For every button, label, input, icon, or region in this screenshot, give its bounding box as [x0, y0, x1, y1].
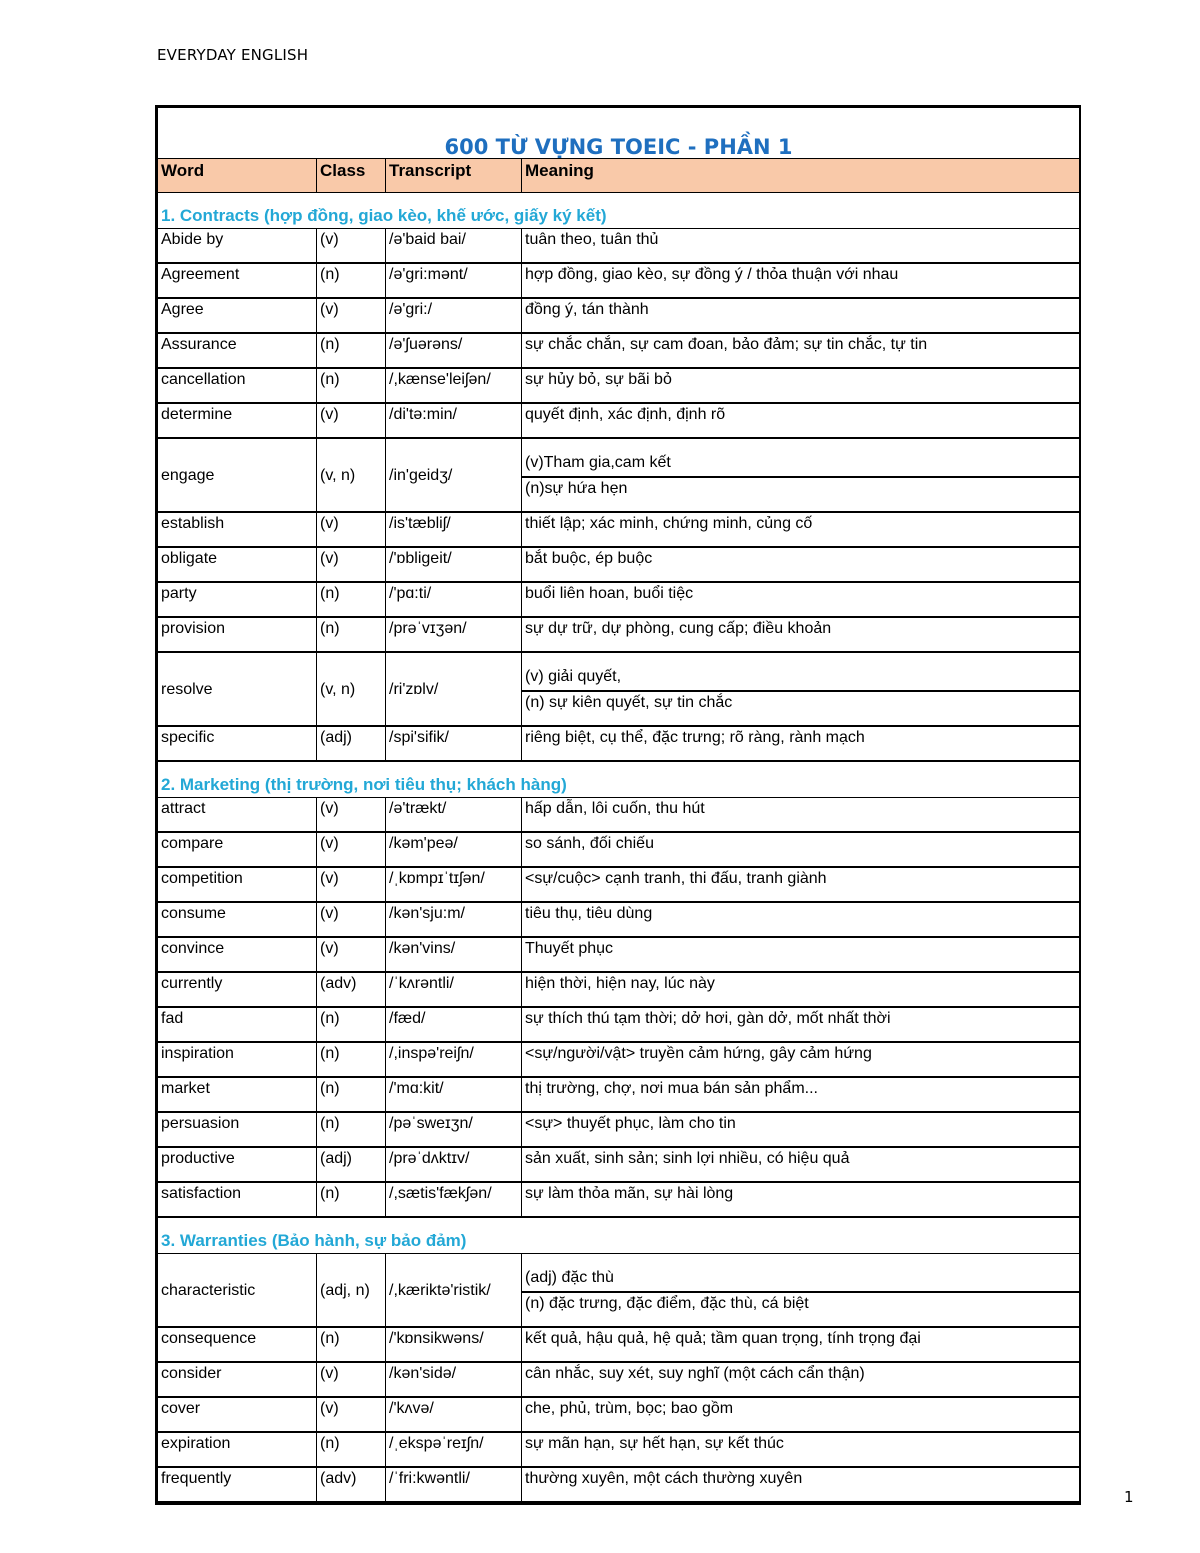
word-cell: party	[158, 582, 317, 617]
class-cell: (n)	[317, 1042, 386, 1077]
transcript-cell: /kən'vins/	[386, 937, 522, 972]
meaning-cell: sự hủy bỏ, sự bãi bỏ	[522, 368, 1080, 403]
table-row	[158, 547, 1080, 582]
table-row	[158, 617, 1080, 652]
table-row	[158, 832, 1080, 867]
word-cell: obligate	[158, 547, 317, 582]
word-cell: competition	[158, 867, 317, 902]
table-row	[158, 937, 1080, 972]
meaning-cell: (v) giải quyết,	[522, 652, 1080, 691]
table-row	[158, 298, 1080, 333]
transcript-cell: /'mɑ:kit/	[386, 1077, 522, 1112]
table-row	[158, 582, 1080, 617]
transcript-cell: /fæd/	[386, 1007, 522, 1042]
table-row	[158, 333, 1080, 368]
meaning-cell: (adj) đặc thù	[522, 1254, 1080, 1293]
word-cell: consume	[158, 902, 317, 937]
meaning-cell: <sự/người/vật> truyền cảm hứng, gây cảm hứng	[522, 1042, 1080, 1077]
word-cell: provision	[158, 617, 317, 652]
table-row	[158, 652, 1080, 691]
word-cell: satisfaction	[158, 1182, 317, 1217]
class-cell: (n)	[317, 617, 386, 652]
transcript-cell: /kəm'peə/	[386, 832, 522, 867]
meaning-cell: so sánh, đối chiếu	[522, 832, 1080, 867]
class-cell: (v, n)	[317, 438, 386, 512]
meaning-cell: (n)sự hứa hẹn	[522, 477, 1080, 512]
class-cell: (v)	[317, 937, 386, 972]
table-row	[158, 368, 1080, 403]
class-cell: (v)	[317, 403, 386, 438]
class-cell: (v)	[317, 902, 386, 937]
word-cell: inspiration	[158, 1042, 317, 1077]
meaning-cell: Thuyết phục	[522, 937, 1080, 972]
word-cell: cancellation	[158, 368, 317, 403]
word-cell: establish	[158, 512, 317, 547]
class-cell: (n)	[317, 1112, 386, 1147]
class-cell: (n)	[317, 368, 386, 403]
word-cell: Abide by	[158, 229, 317, 264]
transcript-cell: /,kæriktə'ristik/	[386, 1254, 522, 1328]
class-cell: (v)	[317, 867, 386, 902]
title-row	[158, 108, 1080, 159]
meaning-cell: sự thích thú tạm thời; dở hơi, gàn dở, mốt nhất thời	[522, 1007, 1080, 1042]
transcript-cell: /ˈkʌrəntli/	[386, 972, 522, 1007]
table-row	[158, 972, 1080, 1007]
page-number: 1	[1124, 1488, 1134, 1506]
meaning-cell: thị trường, chợ, nơi mua bán sản phẩm...	[522, 1077, 1080, 1112]
meaning-cell: (n) đặc trưng, đặc điểm, đặc thù, cá biệt	[522, 1292, 1080, 1327]
table-row	[158, 1112, 1080, 1147]
transcript-cell: /di'tə:min/	[386, 403, 522, 438]
transcript-cell: /'kɒnsikwəns/	[386, 1327, 522, 1362]
meaning-cell: bắt buộc, ép buộc	[522, 547, 1080, 582]
word-cell: convince	[158, 937, 317, 972]
table-row	[158, 438, 1080, 477]
meaning-cell: <sự/cuộc> cạnh tranh, thi đấu, tranh giành	[522, 867, 1080, 902]
table-row	[158, 403, 1080, 438]
transcript-cell: /kən'sju:m/	[386, 902, 522, 937]
meaning-cell: kết quả, hậu quả, hệ quả; tầm quan trọng, tính trọng đại	[522, 1327, 1080, 1362]
meaning-cell: tuân theo, tuân thủ	[522, 229, 1080, 264]
class-cell: (n)	[317, 1182, 386, 1217]
vocabulary-sheet	[155, 105, 1081, 1505]
word-cell: attract	[158, 798, 317, 833]
word-cell: market	[158, 1077, 317, 1112]
word-cell: fad	[158, 1007, 317, 1042]
word-cell: consequence	[158, 1327, 317, 1362]
column-header-word: Word	[158, 159, 317, 193]
header-row	[158, 159, 1080, 193]
column-header-meaning: Meaning	[522, 159, 1080, 193]
section-heading: 2. Marketing (thị trường, nơi tiêu thụ; khách hàng)	[158, 761, 1080, 798]
meaning-cell: tiêu thụ, tiêu dùng	[522, 902, 1080, 937]
transcript-cell: /prəˈdʌktɪv/	[386, 1147, 522, 1182]
transcript-cell: /ˌekspəˈreɪʃn/	[386, 1432, 522, 1467]
transcript-cell: /ə'ʃuərəns/	[386, 333, 522, 368]
table-row	[158, 1007, 1080, 1042]
class-cell: (adv)	[317, 972, 386, 1007]
transcript-cell: /ə'baid bai/	[386, 229, 522, 264]
class-cell: (n)	[317, 1432, 386, 1467]
table-row	[158, 726, 1080, 761]
transcript-cell: /ə'gri:mənt/	[386, 263, 522, 298]
meaning-cell: hấp dẫn, lôi cuốn, thu hút	[522, 798, 1080, 833]
transcript-cell: /ˌkɒmpɪˈtɪʃən/	[386, 867, 522, 902]
table-row	[158, 229, 1080, 264]
word-cell: consider	[158, 1362, 317, 1397]
class-cell: (adj, n)	[317, 1254, 386, 1328]
table-row	[158, 1432, 1080, 1467]
word-cell: cover	[158, 1397, 317, 1432]
class-cell: (n)	[317, 1327, 386, 1362]
meaning-cell: hiện thời, hiện nay, lúc này	[522, 972, 1080, 1007]
word-cell: characteristic	[158, 1254, 317, 1328]
table-row	[158, 1182, 1080, 1217]
class-cell: (adv)	[317, 1467, 386, 1502]
column-header-transcript: Transcript	[386, 159, 522, 193]
transcript-cell: /spi'sifik/	[386, 726, 522, 761]
class-cell: (v, n)	[317, 652, 386, 726]
table-row	[158, 867, 1080, 902]
meaning-cell: đồng ý, tán thành	[522, 298, 1080, 333]
meaning-cell: buổi liên hoan, buổi tiệc	[522, 582, 1080, 617]
meaning-cell: quyết định, xác định, định rõ	[522, 403, 1080, 438]
table-row	[158, 1147, 1080, 1182]
word-cell: Assurance	[158, 333, 317, 368]
transcript-cell: /in'geidʒ/	[386, 438, 522, 512]
transcript-cell: /'ɒbligeit/	[386, 547, 522, 582]
word-cell: expiration	[158, 1432, 317, 1467]
transcript-cell: /kən'sidə/	[386, 1362, 522, 1397]
meaning-cell: sự mãn hạn, sự hết hạn, sự kết thúc	[522, 1432, 1080, 1467]
class-cell: (adj)	[317, 726, 386, 761]
class-cell: (n)	[317, 582, 386, 617]
word-cell: compare	[158, 832, 317, 867]
word-cell: specific	[158, 726, 317, 761]
class-cell: (v)	[317, 798, 386, 833]
table-row	[158, 798, 1080, 833]
section-heading-row	[158, 193, 1080, 229]
class-cell: (adj)	[317, 1147, 386, 1182]
meaning-cell: riêng biệt, cụ thể, đặc trưng; rõ ràng, rành mạch	[522, 726, 1080, 761]
transcript-cell: /pəˈsweɪʒn/	[386, 1112, 522, 1147]
table-row	[158, 1397, 1080, 1432]
table-row	[158, 263, 1080, 298]
table-row	[158, 1077, 1080, 1112]
meaning-cell: thường xuyên, một cách thường xuyên	[522, 1467, 1080, 1502]
table-row	[158, 1362, 1080, 1397]
class-cell: (v)	[317, 298, 386, 333]
word-cell: Agree	[158, 298, 317, 333]
transcript-cell: /ə'trækt/	[386, 798, 522, 833]
word-cell: persuasion	[158, 1112, 317, 1147]
word-cell: frequently	[158, 1467, 317, 1502]
transcript-cell: /ri'zɒlv/	[386, 652, 522, 726]
class-cell: (v)	[317, 229, 386, 264]
word-cell: Agreement	[158, 263, 317, 298]
transcript-cell: /'pɑ:ti/	[386, 582, 522, 617]
meaning-cell: <sự> thuyết phục, làm cho tin	[522, 1112, 1080, 1147]
class-cell: (n)	[317, 333, 386, 368]
word-cell: resolve	[158, 652, 317, 726]
table-row	[158, 902, 1080, 937]
section-heading: 1. Contracts (hợp đồng, giao kèo, khế ước, giấy ký kết)	[158, 193, 1080, 229]
transcript-cell: /,sætis'fækʃən/	[386, 1182, 522, 1217]
class-cell: (v)	[317, 512, 386, 547]
meaning-cell: che, phủ, trùm, bọc; bao gồm	[522, 1397, 1080, 1432]
meaning-cell: sự dự trữ, dự phòng, cung cấp; điều khoản	[522, 617, 1080, 652]
transcript-cell: /ˈfri:kwəntli/	[386, 1467, 522, 1502]
transcript-cell: /'kʌvə/	[386, 1397, 522, 1432]
word-cell: engage	[158, 438, 317, 512]
section-heading-row	[158, 1217, 1080, 1254]
class-cell: (v)	[317, 1362, 386, 1397]
meaning-cell: hợp đồng, giao kèo, sự đồng ý / thỏa thuận với nhau	[522, 263, 1080, 298]
class-cell: (n)	[317, 263, 386, 298]
word-cell: currently	[158, 972, 317, 1007]
column-header-class: Class	[317, 159, 386, 193]
table-row	[158, 1254, 1080, 1293]
table-row	[158, 1327, 1080, 1362]
transcript-cell: /is'tæbliʃ/	[386, 512, 522, 547]
meaning-cell: thiết lập; xác minh, chứng minh, củng cố	[522, 512, 1080, 547]
word-cell: productive	[158, 1147, 317, 1182]
meaning-cell: sự làm thỏa mãn, sự hài lòng	[522, 1182, 1080, 1217]
meaning-cell: sự chắc chắn, sự cam đoan, bảo đảm; sự tin chắc, tự tin	[522, 333, 1080, 368]
section-heading: 3. Warranties (Bảo hành, sự bảo đảm)	[158, 1217, 1080, 1254]
table-row	[158, 1467, 1080, 1502]
page-title: 600 TỪ VỰNG TOEIC - PHẦN 1	[158, 108, 1080, 159]
class-cell: (n)	[317, 1077, 386, 1112]
section-heading-row	[158, 761, 1080, 798]
transcript-cell: /ə'gri:/	[386, 298, 522, 333]
transcript-cell: /prəˈvɪʒən/	[386, 617, 522, 652]
meaning-cell: (v)Tham gia,cam kết	[522, 438, 1080, 477]
meaning-cell: cân nhắc, suy xét, suy nghĩ (một cách cẩn thận)	[522, 1362, 1080, 1397]
class-cell: (n)	[317, 1007, 386, 1042]
class-cell: (v)	[317, 1397, 386, 1432]
class-cell: (v)	[317, 547, 386, 582]
page-header: EVERYDAY ENGLISH	[157, 46, 309, 64]
transcript-cell: /,kænse'leiʃən/	[386, 368, 522, 403]
transcript-cell: /,inspə'reiʃn/	[386, 1042, 522, 1077]
word-cell: determine	[158, 403, 317, 438]
class-cell: (v)	[317, 832, 386, 867]
table-row	[158, 512, 1080, 547]
table-row	[158, 1042, 1080, 1077]
meaning-cell: (n) sự kiên quyết, sự tin chắc	[522, 691, 1080, 726]
vocabulary-table	[157, 107, 1080, 1503]
meaning-cell: sản xuất, sinh sản; sinh lợi nhiều, có hiệu quả	[522, 1147, 1080, 1182]
